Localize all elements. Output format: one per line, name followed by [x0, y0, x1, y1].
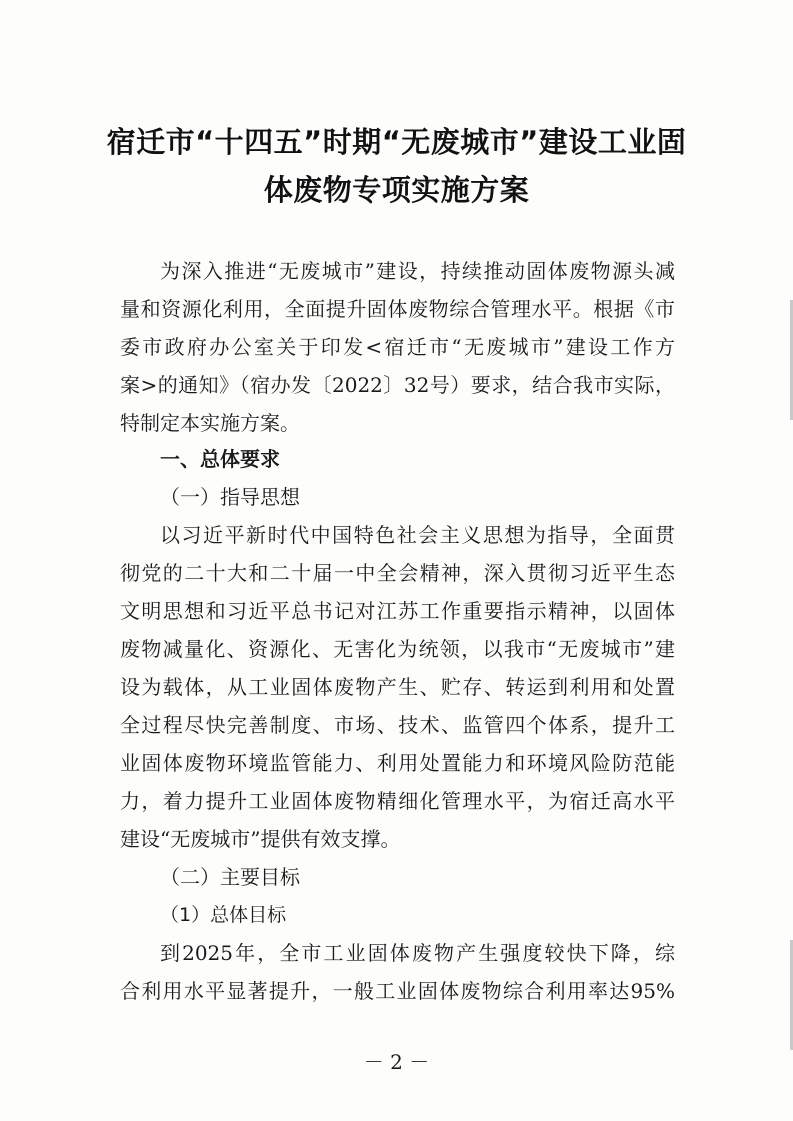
- goal-line-2: 合利用水平显著提升，一般工业固体废物综合利用率达95%: [120, 979, 675, 1003]
- document-title-line-1: 宿迁市“十四五”时期“无废城市”建设工业固: [106, 125, 687, 159]
- intro-line-4: 案>的通知》（宿办发〔2022〕32号）要求，结合我市实际，: [120, 373, 675, 397]
- guiding-line-7: 业固体废物环境监管能力、利用处置能力和环境风险防范能: [120, 751, 675, 775]
- guiding-line-8: 力，着力提升工业固体废物精细化管理水平，为宿迁高水平: [120, 789, 675, 813]
- guiding-line-9: 建设“无废城市”提供有效支撑。: [120, 827, 401, 851]
- page-number: － 2 －: [363, 1050, 430, 1074]
- subsection-heading-goals: （二）主要目标: [160, 865, 300, 889]
- goal-line-1: 到2025年，全市工业固体废物产生强度较快下降，综: [160, 941, 675, 965]
- intro-line-3: 委市政府办公室关于印发<宿迁市“无废城市”建设工作方: [120, 335, 675, 359]
- guiding-line-2: 彻党的二十大和二十届一中全会精神，深入贯彻习近平生态: [120, 561, 675, 585]
- document-title-line-2: 体废物专项实施方案: [263, 173, 530, 207]
- subsection-heading-guiding: （一）指导思想: [160, 485, 300, 509]
- guiding-line-6: 全过程尽快完善制度、市场、技术、监管四个体系，提升工: [120, 713, 675, 737]
- guiding-line-4: 废物减量化、资源化、无害化为统领，以我市“无废城市”建: [120, 637, 675, 661]
- intro-line-5: 特制定本实施方案。: [120, 411, 300, 435]
- guiding-line-5: 设为载体，从工业固体废物产生、贮存、转运到利用和处置: [120, 675, 675, 699]
- subsection-heading-overall-goal: （1）总体目标: [160, 904, 287, 926]
- section-heading-1: 一、总体要求: [160, 447, 280, 471]
- intro-line-2: 量和资源化利用，全面提升固体废物综合管理水平。根据《市: [120, 297, 675, 321]
- guiding-line-1: 以习近平新时代中国特色社会主义思想为指导，全面贯: [160, 523, 675, 547]
- intro-line-1: 为深入推进“无废城市”建设，持续推动固体废物源头减: [160, 259, 675, 283]
- guiding-line-3: 文明思想和习近平总书记对江苏工作重要指示精神，以固体: [120, 599, 675, 623]
